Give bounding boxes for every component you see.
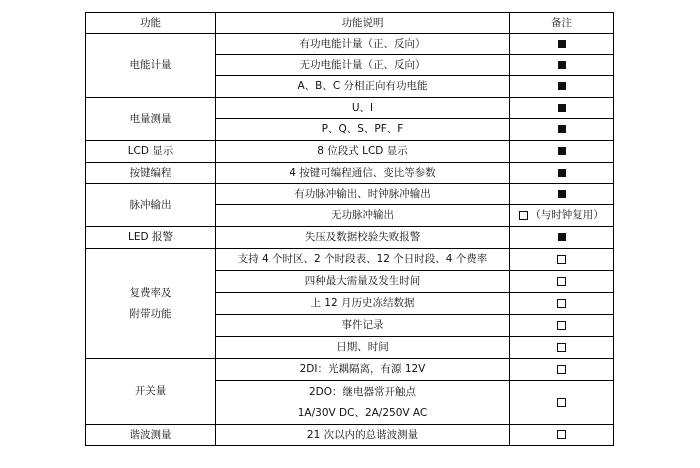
desc-line: 2DO：继电器常开触点 bbox=[308, 385, 417, 398]
desc-cell: A、B、C 分相正向有功电能 bbox=[216, 76, 510, 98]
desc-cell: 事件记录 bbox=[216, 315, 510, 337]
mark-cell bbox=[510, 249, 614, 271]
table-row bbox=[86, 98, 614, 119]
header-row bbox=[86, 13, 614, 34]
desc-cell: 21 次以内的总谐波测量 bbox=[216, 425, 510, 446]
spec-table bbox=[85, 12, 614, 446]
filled-square-icon bbox=[558, 82, 566, 90]
mark-cell bbox=[510, 271, 614, 293]
table-row bbox=[86, 184, 614, 205]
filled-square-icon bbox=[558, 147, 566, 155]
group-keys: 按键编程 bbox=[86, 163, 216, 184]
empty-square-icon bbox=[557, 365, 566, 374]
desc-cell: 无功脉冲输出 bbox=[216, 205, 510, 227]
empty-square-icon bbox=[519, 211, 528, 220]
table-row bbox=[86, 359, 614, 381]
table-row bbox=[86, 141, 614, 163]
filled-square-icon bbox=[558, 233, 566, 241]
group-energy: 电能计量 bbox=[86, 34, 216, 98]
mark-cell bbox=[510, 76, 614, 98]
desc-cell: U、I bbox=[216, 98, 510, 119]
group-switch: 开关量 bbox=[86, 359, 216, 425]
filled-square-icon bbox=[558, 104, 566, 112]
empty-square-icon bbox=[557, 321, 566, 330]
empty-square-icon bbox=[557, 430, 566, 439]
header-note: 备注 bbox=[510, 13, 614, 34]
desc-cell: 支持 4 个时区、2 个时段表、12 个日时段、4 个费率 bbox=[216, 249, 510, 271]
table-row bbox=[86, 249, 614, 271]
empty-square-icon bbox=[557, 255, 566, 264]
mark-cell bbox=[510, 119, 614, 141]
mark-cell bbox=[510, 163, 614, 184]
group-tariff bbox=[86, 249, 216, 359]
mark-cell bbox=[510, 141, 614, 163]
filled-square-icon bbox=[558, 190, 566, 198]
mark-cell bbox=[510, 55, 614, 76]
table-row bbox=[86, 425, 614, 446]
mark-cell bbox=[510, 337, 614, 359]
desc-cell: 失压及数据校验失败报警 bbox=[216, 227, 510, 249]
group-harmonic: 谐波测量 bbox=[86, 425, 216, 446]
desc-cell bbox=[216, 381, 510, 425]
desc-cell: 四种最大需量及发生时间 bbox=[216, 271, 510, 293]
mark-cell bbox=[510, 98, 614, 119]
table-row bbox=[86, 227, 614, 249]
filled-square-icon bbox=[558, 125, 566, 133]
group-lcd: LCD 显示 bbox=[86, 141, 216, 163]
table-row bbox=[86, 34, 614, 55]
table-row bbox=[86, 163, 614, 184]
desc-cell: 日期、时间 bbox=[216, 337, 510, 359]
filled-square-icon bbox=[558, 169, 566, 177]
desc-cell: P、Q、S、PF、F bbox=[216, 119, 510, 141]
header-func: 功能 bbox=[86, 13, 216, 34]
empty-square-icon bbox=[557, 277, 566, 286]
group-measure: 电量测量 bbox=[86, 98, 216, 141]
group-led: LED 报警 bbox=[86, 227, 216, 249]
mark-cell bbox=[510, 293, 614, 315]
desc-line: 1A/30V DC、2A/250V AC bbox=[297, 406, 428, 419]
mark-cell bbox=[510, 381, 614, 425]
filled-square-icon bbox=[558, 61, 566, 69]
mark-cell bbox=[510, 205, 614, 227]
desc-cell: 4 按键可编程通信、变比等参数 bbox=[216, 163, 510, 184]
mark-cell bbox=[510, 425, 614, 446]
group-tariff-line2: 附带功能 bbox=[129, 307, 172, 320]
filled-square-icon bbox=[558, 40, 566, 48]
mark-cell bbox=[510, 227, 614, 249]
header-desc: 功能说明 bbox=[216, 13, 510, 34]
mark-cell bbox=[510, 315, 614, 337]
group-pulse: 脉冲输出 bbox=[86, 184, 216, 227]
desc-cell: 无功电能计量（正、反向） bbox=[216, 55, 510, 76]
desc-cell: 上 12 月历史冻结数据 bbox=[216, 293, 510, 315]
desc-cell: 2DI：光耦隔离，有源 12V bbox=[216, 359, 510, 381]
empty-square-icon bbox=[557, 299, 566, 308]
desc-cell: 8 位段式 LCD 显示 bbox=[216, 141, 510, 163]
mark-cell bbox=[510, 34, 614, 55]
mark-cell bbox=[510, 359, 614, 381]
note-text: （与时钟复用） bbox=[530, 208, 604, 221]
desc-cell: 有功电能计量（正、反向） bbox=[216, 34, 510, 55]
empty-square-icon bbox=[557, 398, 566, 407]
empty-square-icon bbox=[557, 343, 566, 352]
group-tariff-line1: 复费率及 bbox=[129, 286, 172, 299]
desc-cell: 有功脉冲输出、时钟脉冲输出 bbox=[216, 184, 510, 205]
mark-cell bbox=[510, 184, 614, 205]
